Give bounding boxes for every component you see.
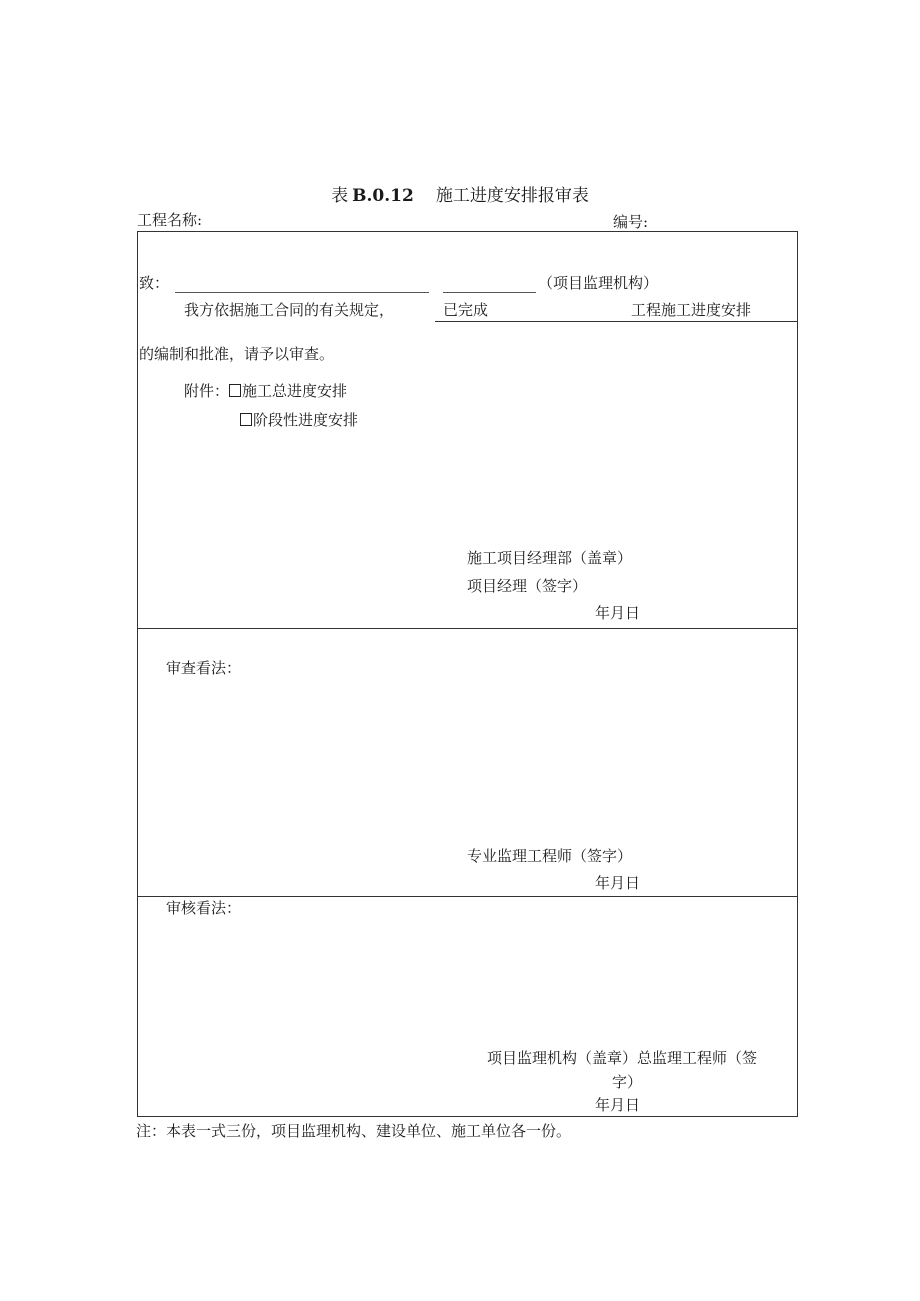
- project-name-label: 工程名称:: [137, 211, 203, 229]
- recipient-underline-2: [443, 292, 536, 293]
- declaration-status: 已完成: [443, 301, 489, 319]
- footer-note: 注：本表一式三份，项目监理机构、建设单位、施工单位各一份。: [136, 1122, 572, 1140]
- engineer-sign: 专业监理工程师（签字）: [467, 847, 633, 865]
- section2-date: 年月日: [595, 874, 641, 892]
- section3-date: 年月日: [595, 1096, 641, 1114]
- to-label: 致：: [139, 274, 170, 292]
- review-opinion-label: 审查看法：: [166, 659, 242, 677]
- form-title: [0, 188, 920, 205]
- supervisor-suffix: （项目监理机构）: [538, 274, 659, 292]
- declaration-underline: [435, 321, 798, 322]
- checkbox-icon[interactable]: [240, 413, 252, 426]
- declaration-lead: 我方依据施工合同的有关规定，: [184, 301, 395, 319]
- serial-number-label: 编号:: [613, 213, 649, 231]
- section1-date: 年月日: [595, 604, 641, 622]
- title-prefix: 表: [331, 186, 349, 206]
- declaration-line2: 的编制和批准，请予以审查。: [139, 345, 335, 363]
- attachment-1-text: 施工总进度安排: [242, 382, 348, 400]
- chief-engineer-sign-line2: 字）: [612, 1073, 643, 1091]
- checkbox-icon[interactable]: [229, 384, 241, 397]
- recipient-underline: [175, 292, 429, 293]
- declaration-end: 工程施工进度安排: [631, 301, 752, 319]
- attachment-item-1: [184, 384, 347, 399]
- project-manager-sign: 项目经理（签字）: [467, 577, 588, 595]
- contractor-dept-sign: 施工项目经理部（盖章）: [467, 549, 633, 567]
- attachment-item-2: [240, 413, 358, 428]
- attachment-2-text: 阶段性进度安排: [253, 411, 359, 429]
- title-text: 施工进度安排报审表: [435, 186, 589, 206]
- audit-opinion-label: 审核看法：: [166, 899, 242, 917]
- title-number: B.0.12: [352, 186, 414, 206]
- attachment-label: 附件：: [184, 382, 230, 400]
- section-divider-2: [137, 896, 798, 897]
- section-divider-1: [137, 628, 798, 629]
- chief-engineer-sign-line1: 项目监理机构（盖章）总监理工程师（签: [487, 1049, 758, 1067]
